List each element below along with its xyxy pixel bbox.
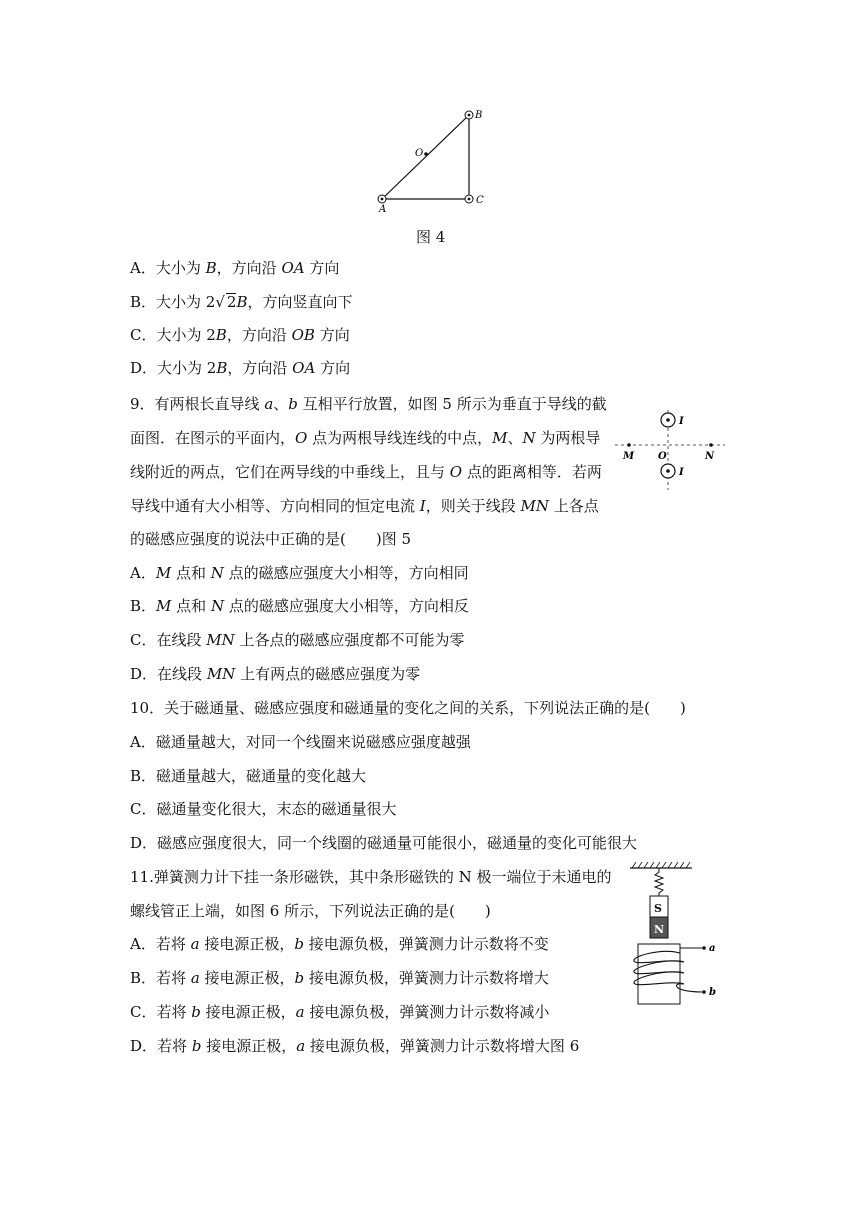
label-B: B [475, 110, 483, 121]
label-C: C [476, 195, 484, 206]
label-N: N [705, 451, 715, 462]
q10-option-c: C．磁通量变化很大，末态的磁通量很大 [130, 800, 397, 818]
q9-option-d: D．在线段 MN 上有两点的磁感应强度为零 [130, 665, 421, 683]
terminal-b-dot [702, 990, 706, 994]
wire-B-dot-icon [465, 111, 473, 119]
label-O: O [415, 148, 424, 159]
q9-stem-line-3: 线附近的两点，它们在两导线的中垂线上，且与 O 点的距离相等．若两 [130, 463, 602, 481]
q11-option-a: A．若将 a 接电源正极，b 接电源负极，弹簧测力计示数将不变 [130, 935, 549, 953]
q9-stem-line-5: 的磁感应强度的说法中正确的是( )图 5 [130, 530, 412, 548]
q11-stem-line-2: 螺线管正上端，如图 6 所示，下列说法正确的是( ) [130, 902, 491, 920]
q8-option-d: D．大小为 2B，方向沿 OA 方向 [130, 359, 351, 377]
terminal-a-dot [702, 946, 706, 950]
q11-option-b: B．若将 a 接电源正极，b 接电源负极，弹簧测力计示数将增大 [130, 969, 549, 987]
label-a: a [709, 943, 716, 954]
q11-option-c: C．若将 b 接电源正极，a 接电源负极，弹簧测力计示数将减小 [130, 1003, 550, 1021]
q9-stem-line-4: 导线中通有大小相等、方向相同的恒定电流 I，则关于线段 MN 上各点 [130, 497, 599, 515]
q9-option-c: C．在线段 MN 上各点的磁感应强度都不可能为零 [130, 631, 465, 649]
label-N6: N [654, 923, 665, 936]
point-M-dot [627, 443, 631, 447]
figure-6-diagram [622, 858, 734, 1008]
spring-icon [655, 868, 663, 896]
q8-option-c: C．大小为 2B，方向沿 OB 方向 [130, 326, 350, 344]
q9-option-b: B．M 点和 N 点的磁感应强度大小相等，方向相反 [130, 597, 469, 615]
q10-stem: 10．关于磁通量、磁感应强度和磁通量的变化之间的关系，下列说法正确的是( ) [130, 699, 686, 717]
q8-option-b: B．大小为 2√ 2B，方向竖直向下 [130, 293, 353, 311]
q8-option-a: A．大小为 B，方向沿 OA 方向 [130, 259, 340, 277]
point-O-dot [424, 152, 428, 156]
label-M: M [623, 451, 635, 462]
q9-stem-line-1: 9．有两根长直导线 a、b 互相平行放置，如图 5 所示为垂直于导线的截 [130, 395, 607, 413]
label-O5: O [658, 451, 667, 462]
label-A: A [379, 204, 387, 215]
wire-A-dot-icon [378, 195, 386, 203]
label-I-top: I [679, 416, 684, 427]
q10-option-a: A．磁通量越大，对同一个线圈来说磁感应强度越强 [130, 733, 471, 751]
wire-bottom-current-icon [661, 464, 675, 478]
q10-option-b: B．磁通量越大，磁通量的变化越大 [130, 767, 367, 785]
label-S: S [654, 902, 662, 915]
q10-option-d: D．磁感应强度很大，同一个线圈的磁通量可能很小，磁通量的变化可能很大 [130, 834, 638, 852]
q11-option-d: D．若将 b 接电源正极，a 接电源负极，弹簧测力计示数将增大图 6 [130, 1037, 580, 1055]
figure-4-diagram [370, 104, 490, 216]
figure-5-diagram [610, 405, 730, 495]
figure-4-caption: 图 4 [416, 228, 446, 246]
q11-stem-line-1: 11.弹簧测力计下挂一条形磁铁，其中条形磁铁的 N 极一端位于未通电的 [130, 868, 612, 886]
q9-option-a: A．M 点和 N 点的磁感应强度大小相等，方向相同 [130, 564, 469, 582]
label-I-bottom: I [679, 467, 684, 478]
wire-top-current-icon [661, 413, 675, 427]
sqrt-icon: √ [215, 293, 225, 311]
point-N-dot [709, 443, 713, 447]
q9-stem-line-2: 面图．在图示的平面内，O 点为两根导线连线的中点，M、N 为两根导 [130, 429, 601, 447]
label-b: b [709, 987, 716, 998]
wire-C-dot-icon [465, 195, 473, 203]
